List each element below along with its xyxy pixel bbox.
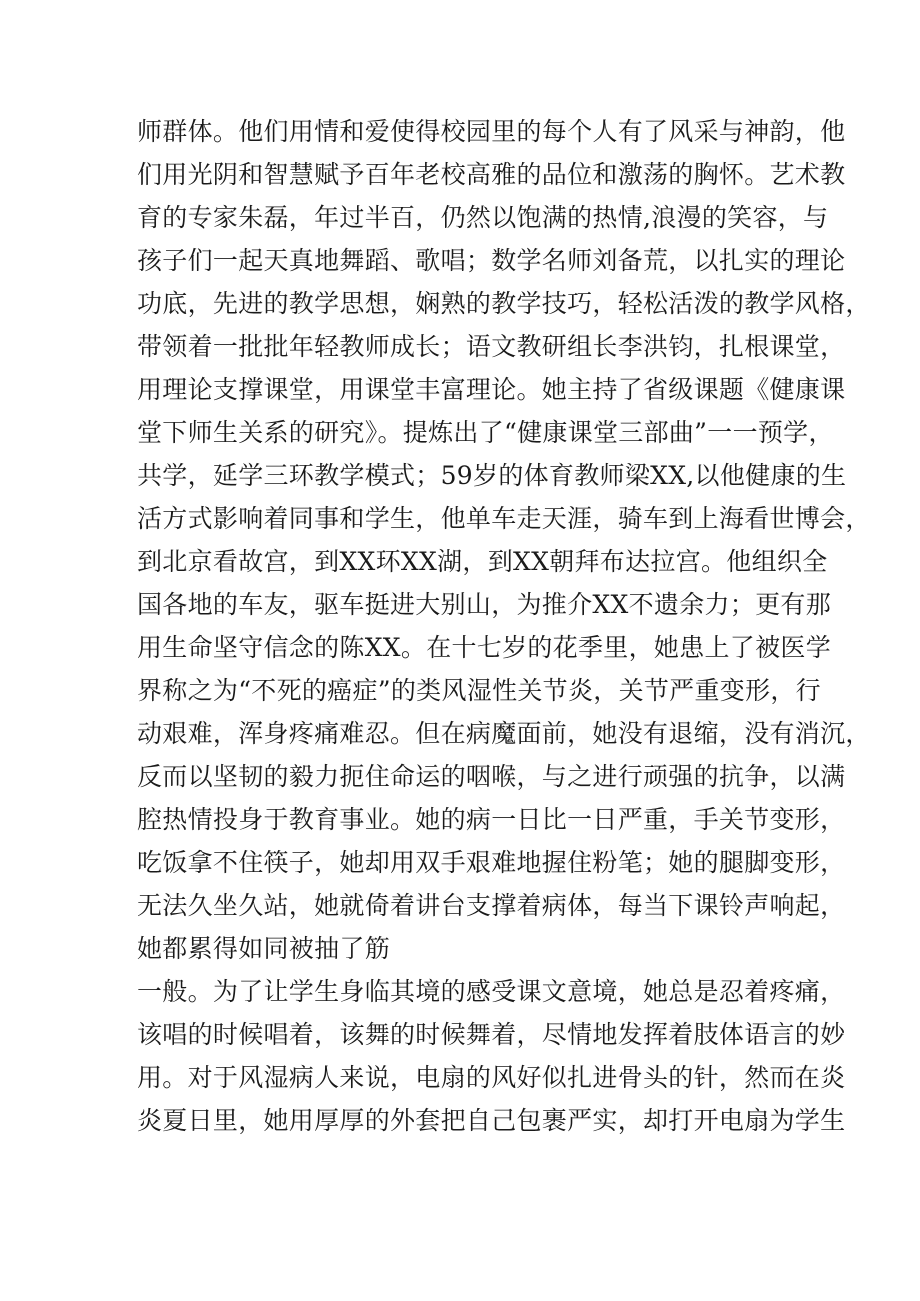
text-line: 炎夏日里，她用厚厚的外套把自己包裹严实，却打开电扇为学生	[137, 1106, 846, 1135]
text-line: 功底，先进的教学思想，娴熟的教学技巧，轻松活泼的教学风格，	[137, 289, 871, 318]
text-line: 国各地的车友，驱车挺进大别山，为推介XX不遗余力；更有那	[137, 590, 831, 619]
text-line: 共学，延学三环教学模式；59岁的体育教师梁XX,以他健康的生	[137, 461, 847, 490]
text-line: 腔热情投身于教育事业。她的病一日比一日严重，手关节变形，	[137, 805, 846, 834]
text-line: 带领着一批批年轻教师成长；语文教研组长李洪钧，扎根课堂，	[137, 332, 846, 361]
text-line: 堂下师生关系的研究》。提炼出了“健康课堂三部曲”一一预学，	[137, 418, 834, 447]
text-line: 界称之为“不死的癌症”的类风湿性关节炎，关节严重变形，行	[137, 676, 821, 705]
text-line: 活方式影响着同事和学生，他单车走天涯，骑车到上海看世博会，	[137, 504, 871, 533]
text-line: 无法久坐久站，她就倚着讲台支撑着病体，每当下课铃声响起，	[137, 891, 846, 920]
text-line: 一般。为了让学生身临其境的感受课文意境，她总是忍着疼痛，	[137, 977, 846, 1006]
text-line: 用。对于风湿病人来说，电扇的风好似扎进骨头的针，然而在炎	[137, 1063, 846, 1092]
text-line: 师群体。他们用情和爱使得校园里的每个人有了风采与神韵，他	[137, 117, 846, 146]
text-line: 到北京看故宫，到XX环XX湖，到XX朝拜布达拉宫。他组织全	[137, 547, 828, 576]
text-line: 用理论支撑课堂，用课堂丰富理论。她主持了省级课题《健康课	[137, 375, 846, 404]
text-line: 用生命坚守信念的陈XX。在十七岁的花季里，她患上了被医学	[137, 633, 831, 662]
text-line: 她都累得如同被抽了筋	[137, 934, 391, 963]
text-line: 孩子们一起天真地舞蹈、歌唱；数学名师刘备荒，以扎实的理论	[137, 246, 846, 275]
text-line: 反而以坚韧的毅力扼住命运的咽喉，与之进行顽强的抗争，以满	[137, 762, 846, 791]
text-line: 育的专家朱磊，年过半百，仍然以饱满的热情,浪漫的笑容，与	[137, 203, 829, 232]
text-line: 吃饭拿不住筷子，她却用双手艰难地握住粉笔；她的腿脚变形，	[137, 848, 846, 877]
text-line: 该唱的时候唱着，该舞的时候舞着，尽情地发挥着肢体语言的妙	[137, 1020, 846, 1049]
text-line: 动艰难，浑身疼痛难忍。但在病魔面前，她没有退缩，没有消沉，	[137, 719, 871, 748]
text-line: 们用光阴和智慧赋予百年老校高雅的品位和激荡的胸怀。艺术教	[137, 160, 846, 189]
